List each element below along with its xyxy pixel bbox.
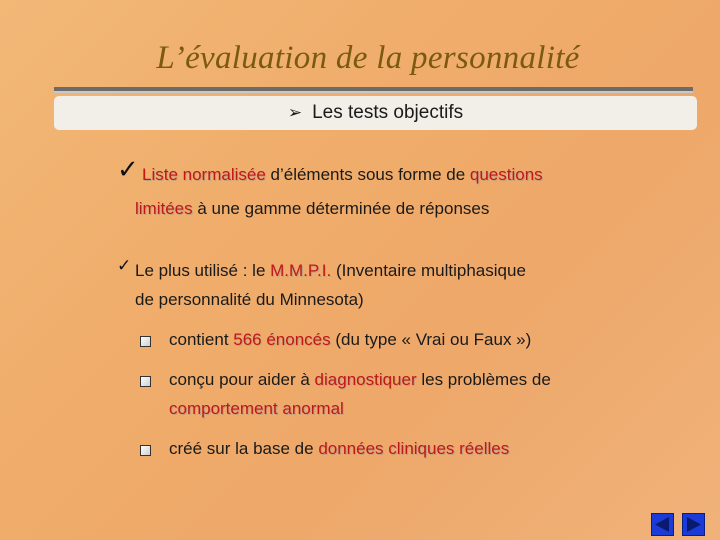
square-bullet-icon: [140, 445, 151, 456]
sub2-highlight: diagnostiquer: [314, 370, 417, 389]
bullet2-line1: [135, 256, 526, 286]
sub2-highlight-2: comportement anormal: [169, 399, 344, 418]
bullet1-text-2: à une gamme déterminée de réponses: [192, 199, 490, 218]
sub-bullet-1: [169, 325, 531, 355]
bullet1-highlight-1: Liste normalisée: [142, 165, 266, 184]
previous-slide-button[interactable]: [651, 513, 674, 536]
next-slide-button[interactable]: [682, 513, 705, 536]
arrow-bullet-icon: ➢: [287, 103, 303, 122]
sub3-highlight: données cliniques réelles: [318, 439, 510, 458]
subtitle-banner: [54, 96, 697, 130]
bullet1-line1: [142, 160, 543, 190]
bullet1-text: d’éléments sous forme de: [265, 165, 470, 184]
checkmark-icon: ✓: [117, 154, 139, 184]
bullet2-text: Le plus utilisé : le: [135, 261, 271, 280]
bullet1-line2: [135, 194, 489, 224]
triangle-right-icon: [683, 514, 704, 535]
bullet2-line2: de personnalité du Minnesota): [135, 290, 364, 309]
sub2-text: conçu pour aider à: [169, 370, 315, 389]
bullet1-highlight-2: questions: [469, 165, 543, 184]
sub3-text: créé sur la base de: [169, 439, 319, 458]
square-bullet-icon: [140, 336, 151, 347]
sub1-text-2: (du type « Vrai ou Faux »): [330, 330, 532, 349]
bullet1-highlight-3: limitées: [135, 199, 193, 218]
square-bullet-icon: [140, 376, 151, 387]
triangle-left-icon: [652, 514, 673, 535]
bullet2-highlight: M.M.P.I.: [270, 261, 332, 280]
title-divider-highlight: [54, 91, 693, 93]
sub2-text-2: les problèmes de: [416, 370, 551, 389]
sub1-text: contient: [169, 330, 234, 349]
checkmark-icon: ✓: [117, 256, 132, 275]
sub-bullet-3: [169, 434, 509, 464]
sub-bullet-2-line2: [169, 394, 344, 424]
sub-bullet-2: [169, 365, 551, 395]
sub1-highlight: 566 énoncés: [233, 330, 331, 349]
bullet2-text-2: (Inventaire multiphasique: [331, 261, 526, 280]
subtitle-text: Les tests objectifs: [312, 102, 464, 123]
slide-title: L’évaluation de la personnalité: [156, 40, 580, 76]
